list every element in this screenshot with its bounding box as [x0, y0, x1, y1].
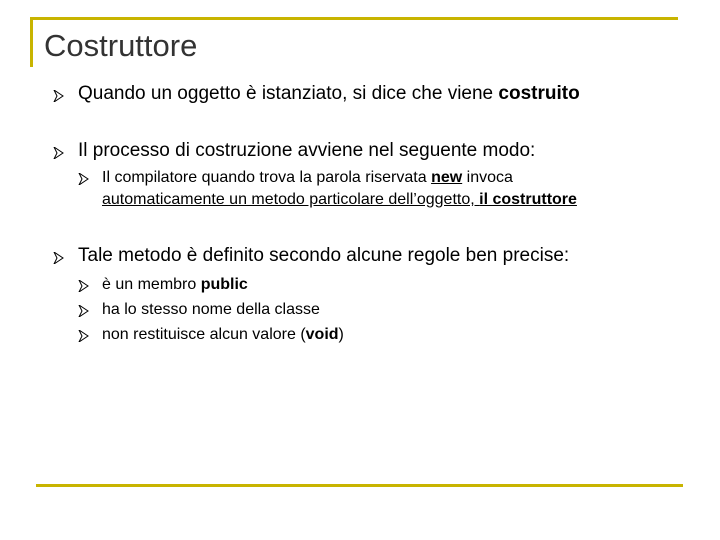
sub-bullet-3-1: è un membro public: [102, 276, 248, 293]
slide-title: Costruttore: [44, 28, 198, 63]
arrowhead-bullet-icon: [78, 280, 89, 292]
bullet-1: Quando un oggetto è istanziato, si dice che viene costruito: [78, 83, 580, 104]
arrowhead-bullet-icon: [78, 173, 89, 185]
arrowhead-bullet-icon: [78, 330, 89, 342]
sub-bullet-2-1-line-2: automaticamente un metodo particolare dell’oggetto, il costruttore: [102, 191, 577, 208]
sub-bullet-3-3: non restituisce alcun valore (void): [102, 326, 344, 343]
arrowhead-bullet-icon: [53, 90, 64, 102]
sub-bullet-2-1-line-1: Il compilatore quando trova la parola riservata new invoca: [102, 169, 513, 186]
arrowhead-bullet-icon: [53, 252, 64, 264]
bullet-2: Il processo di costruzione avviene nel seguente modo:: [78, 140, 536, 161]
frame-left-line: [30, 17, 33, 67]
frame-top-line: [30, 17, 678, 20]
bullet-3: Tale metodo è definito secondo alcune regole ben precise:: [78, 245, 570, 266]
arrowhead-bullet-icon: [53, 147, 64, 159]
frame-bottom-line: [36, 484, 683, 487]
arrowhead-bullet-icon: [78, 305, 89, 317]
sub-bullet-3-2: ha lo stesso nome della classe: [102, 301, 320, 318]
